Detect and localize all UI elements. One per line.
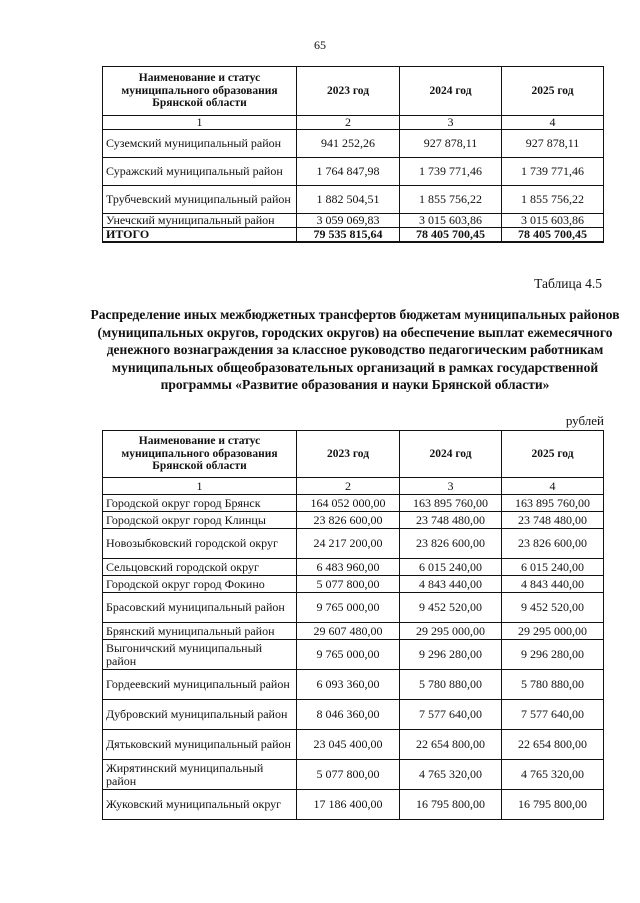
value-2025: 9 452 520,00 [502, 593, 604, 623]
total-2025: 78 405 700,45 [502, 228, 604, 243]
value-2025: 9 296 280,00 [502, 640, 604, 670]
row-name: Брасовский муниципальный район [103, 593, 297, 623]
value-2023: 6 093 360,00 [297, 670, 400, 700]
value-2025: 1 739 771,46 [502, 158, 604, 186]
column-header-2024: 2024 год [400, 67, 502, 116]
table-row [103, 214, 604, 228]
value-2025: 4 765 320,00 [502, 760, 604, 790]
column-header-2023: 2023 год [297, 67, 400, 116]
row-name: Новозыбковский городской округ [103, 529, 297, 559]
value-2024: 22 654 800,00 [400, 730, 502, 760]
row-name: Брянский муниципальный район [103, 623, 297, 640]
value-2024: 4 843 440,00 [400, 576, 502, 593]
value-2024: 3 015 603,86 [400, 214, 502, 228]
total-2023: 79 535 815,64 [297, 228, 400, 243]
value-2023: 8 046 360,00 [297, 700, 400, 730]
table-row [103, 559, 604, 576]
page-number: 65 [314, 38, 326, 52]
total-2024: 78 405 700,45 [400, 228, 502, 243]
column-header-name: Наименование и статус муниципального образования Брянской области [103, 67, 297, 116]
value-2023: 29 607 480,00 [297, 623, 400, 640]
value-2025: 22 654 800,00 [502, 730, 604, 760]
column-header-2025: 2025 год [502, 431, 604, 478]
value-2023: 941 252,26 [297, 130, 400, 158]
row-name: Трубчевский муниципальный район [103, 186, 297, 214]
column-header-2024: 2024 год [400, 431, 502, 478]
table-row [103, 512, 604, 529]
value-2024: 29 295 000,00 [400, 623, 502, 640]
column-header-2023: 2023 год [297, 431, 400, 478]
table-row [103, 670, 604, 700]
value-2024: 16 795 800,00 [400, 790, 502, 820]
table-row [103, 186, 604, 214]
table-top-index-row [103, 116, 604, 130]
value-2024: 6 015 240,00 [400, 559, 502, 576]
row-name: Жирятинский муниципальный район [103, 760, 297, 790]
value-2024: 927 878,11 [400, 130, 502, 158]
table-row [103, 529, 604, 559]
value-2023: 1 882 504,51 [297, 186, 400, 214]
table-bottom [102, 430, 604, 820]
total-label: ИТОГО [103, 228, 297, 243]
value-2025: 4 843 440,00 [502, 576, 604, 593]
table-top [102, 66, 604, 243]
value-2023: 23 826 600,00 [297, 512, 400, 529]
table-row [103, 790, 604, 820]
row-name: Суземский муниципальный район [103, 130, 297, 158]
value-2025: 29 295 000,00 [502, 623, 604, 640]
value-2025: 927 878,11 [502, 130, 604, 158]
value-2024: 1 739 771,46 [400, 158, 502, 186]
table-row [103, 130, 604, 158]
value-2023: 6 483 960,00 [297, 559, 400, 576]
value-2025: 6 015 240,00 [502, 559, 604, 576]
table-title: Распределение иных межбюджетных трансфертов бюджетам муниципальных районов (муниципальных округов, городских округов) на обеспечение выплат ежемесячного денежного вознаграждения за классное руководство педагогическим работникам муниципальных общеобразовательных организаций в рамках государственной программы «Развитие образования и науки Брянской области» [90, 307, 620, 392]
table-label: Таблица 4.5 [534, 276, 602, 291]
column-header-2025: 2025 год [502, 67, 604, 116]
row-name: Выгоничский муниципальный район [103, 640, 297, 670]
value-2024: 23 748 480,00 [400, 512, 502, 529]
table-row [103, 760, 604, 790]
value-2023: 24 217 200,00 [297, 529, 400, 559]
table-bottom-header-row [103, 431, 604, 478]
table-row [103, 700, 604, 730]
table-row [103, 495, 604, 512]
total-row [103, 228, 604, 243]
table-row [103, 640, 604, 670]
column-header-name: Наименование и статус муниципального образования Брянской области [103, 431, 297, 478]
value-2025: 7 577 640,00 [502, 700, 604, 730]
value-2024: 9 452 520,00 [400, 593, 502, 623]
value-2024: 163 895 760,00 [400, 495, 502, 512]
row-name: Дятьковский муниципальный район [103, 730, 297, 760]
row-name: Городской округ город Фокино [103, 576, 297, 593]
index-cell: 1 [103, 478, 297, 495]
value-2025: 23 826 600,00 [502, 529, 604, 559]
value-2025: 1 855 756,22 [502, 186, 604, 214]
table-bottom-index-row [103, 478, 604, 495]
value-2023: 1 764 847,98 [297, 158, 400, 186]
value-2025: 23 748 480,00 [502, 512, 604, 529]
value-2024: 5 780 880,00 [400, 670, 502, 700]
row-name: Сельцовский городской округ [103, 559, 297, 576]
index-cell: 3 [400, 116, 502, 130]
table-row [103, 576, 604, 593]
value-2024: 9 296 280,00 [400, 640, 502, 670]
table-row [103, 158, 604, 186]
value-2025: 16 795 800,00 [502, 790, 604, 820]
row-name: Дубровский муниципальный район [103, 700, 297, 730]
table-top-header-row [103, 67, 604, 116]
index-cell: 1 [103, 116, 297, 130]
value-2023: 17 186 400,00 [297, 790, 400, 820]
value-2025: 3 015 603,86 [502, 214, 604, 228]
value-2023: 164 052 000,00 [297, 495, 400, 512]
value-2025: 163 895 760,00 [502, 495, 604, 512]
row-name: Городской округ город Клинцы [103, 512, 297, 529]
index-cell: 4 [502, 478, 604, 495]
value-2023: 5 077 800,00 [297, 760, 400, 790]
index-cell: 2 [297, 116, 400, 130]
index-cell: 4 [502, 116, 604, 130]
row-name: Суражский муниципальный район [103, 158, 297, 186]
value-2023: 3 059 069,83 [297, 214, 400, 228]
value-2023: 9 765 000,00 [297, 593, 400, 623]
row-name: Гордеевский муниципальный район [103, 670, 297, 700]
value-2023: 5 077 800,00 [297, 576, 400, 593]
table-row [103, 593, 604, 623]
value-2024: 1 855 756,22 [400, 186, 502, 214]
table-row [103, 730, 604, 760]
row-name: Городской округ город Брянск [103, 495, 297, 512]
value-2025: 5 780 880,00 [502, 670, 604, 700]
index-cell: 3 [400, 478, 502, 495]
row-name: Жуковский муниципальный округ [103, 790, 297, 820]
value-2024: 7 577 640,00 [400, 700, 502, 730]
index-cell: 2 [297, 478, 400, 495]
value-2023: 9 765 000,00 [297, 640, 400, 670]
value-2024: 23 826 600,00 [400, 529, 502, 559]
value-2024: 4 765 320,00 [400, 760, 502, 790]
unit-label: рублей [565, 413, 604, 428]
table-row [103, 623, 604, 640]
row-name: Унечский муниципальный район [103, 214, 297, 228]
value-2023: 23 045 400,00 [297, 730, 400, 760]
